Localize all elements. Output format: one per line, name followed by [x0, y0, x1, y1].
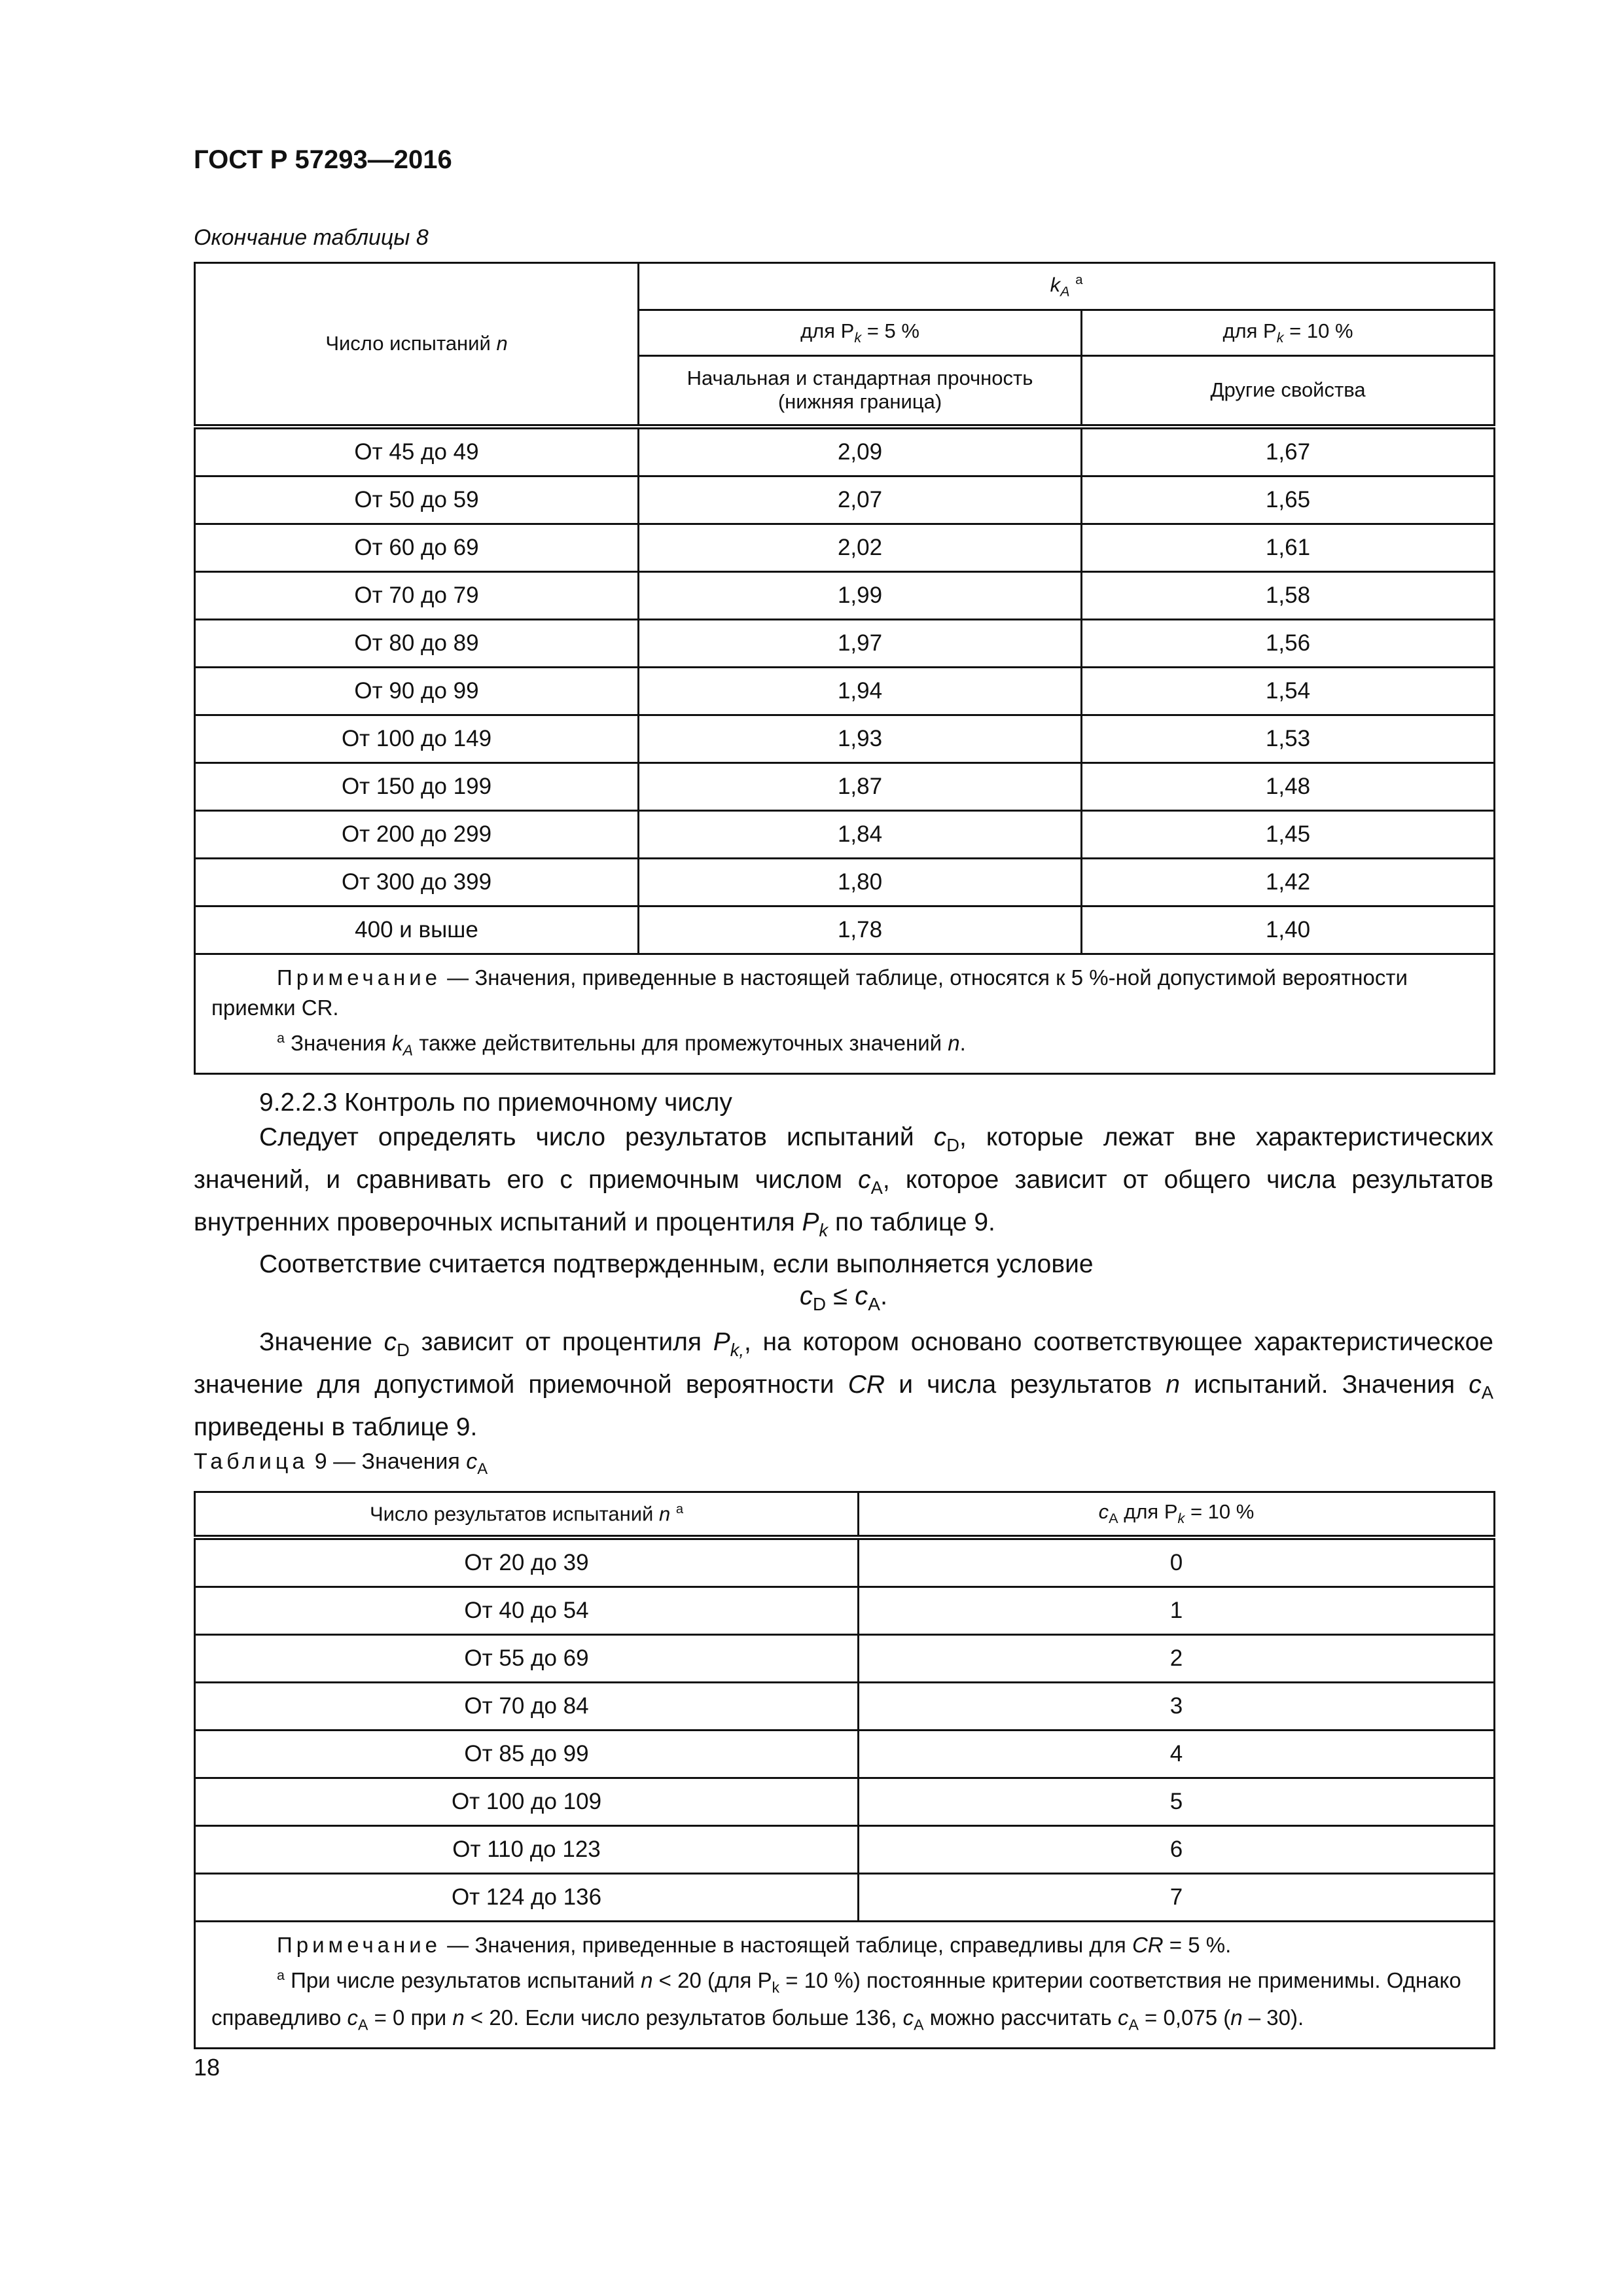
- cell-ca: 2: [859, 1635, 1495, 1683]
- cell-ca: 0: [859, 1537, 1495, 1587]
- paragraph-1: Следует определять число результатов испытаний $c_D$, которые лежат вне характеристических значений, и сравнивать его с приемочным числом $c_A$, которое зависит от общего числа результатов внутренних проверочных испытаний и процентиля $P_k$ по таблице 9.: [194, 1123, 1493, 1240]
- cell-p10: 1,40: [1082, 906, 1495, 954]
- cell-n: От 70 до 79: [195, 571, 639, 619]
- col-subheader-strength: Начальная и стандартная прочность (нижняя граница): [639, 356, 1082, 427]
- cell-ca: 6: [859, 1826, 1495, 1874]
- cell-p10: 1,58: [1082, 571, 1495, 619]
- table-9: [194, 1491, 1495, 2049]
- paragraph-3-block: [194, 1325, 1493, 1444]
- table-row: [195, 906, 1495, 954]
- table8-caption: Окончание таблицы 8: [194, 225, 429, 250]
- table-row: [195, 427, 1495, 476]
- table-row: [195, 715, 1495, 762]
- page-number: 18: [194, 2054, 221, 2081]
- col-subheader-other: Другие свойства: [1082, 356, 1495, 427]
- table-row: [195, 762, 1495, 810]
- table-row: [195, 810, 1495, 858]
- cell-ca: 4: [859, 1731, 1495, 1778]
- cell-p5: 1,93: [639, 715, 1082, 762]
- cell-p5: 1,99: [639, 571, 1082, 619]
- cell-n: От 124 до 136: [195, 1874, 859, 1922]
- table-row: [195, 571, 1495, 619]
- cell-p10: 1,48: [1082, 762, 1495, 810]
- table-row: [195, 1537, 1495, 1587]
- table-row: [195, 476, 1495, 524]
- table8-note: Примечание — Значения, приведенные в настоящей таблице, относятся к 5 %-ной допустимой вероятности приемки CR. $^a$ Значения $k_A$ также действительны для промежуточных значений n.: [195, 954, 1495, 1074]
- cell-p10: 1,53: [1082, 715, 1495, 762]
- cell-n: От 300 до 399: [195, 858, 639, 906]
- section-heading: 9.2.2.3 Контроль по приемочному числу: [259, 1088, 732, 1117]
- cell-ca: 7: [859, 1874, 1495, 1922]
- cell-ca: 5: [859, 1778, 1495, 1826]
- table-row: [195, 858, 1495, 906]
- col-header-ka: $k_A$ $^a$: [639, 263, 1495, 310]
- paragraph-2: Соответствие считается подтвержденным, если выполняется условие: [259, 1250, 1094, 1279]
- cell-p5: 1,94: [639, 667, 1082, 715]
- table9-note: Примечание — Значения, приведенные в настоящей таблице, справедливы для CR = 5 %. $^a$ При числе результатов испытаний n < 20 (для $P_k = 10$ %) постоянные критерии соответствия не применимы. Однако справедливо $c_A = 0$ при n < 20. Если число результатов больше 136, $c_A$ можно рассчитать $c_A = 0,075$ (n – 30).: [195, 1922, 1495, 2049]
- cell-p5: 1,97: [639, 619, 1082, 667]
- col-header-ca: $c_A$ для $P_k = 10$ %: [859, 1492, 1495, 1538]
- cell-ca: 3: [859, 1683, 1495, 1731]
- table9-caption: Таблица 9 — Значения $c_A$: [194, 1449, 488, 1478]
- cell-n: От 50 до 59: [195, 476, 639, 524]
- table-row: [195, 1635, 1495, 1683]
- col-header-p5: для $P_k = 5$ %: [639, 310, 1082, 356]
- document-id: ГОСТ Р 57293—2016: [194, 145, 452, 174]
- cell-p10: 1,54: [1082, 667, 1495, 715]
- section-text: [194, 1085, 1493, 1282]
- cell-p5: 2,02: [639, 524, 1082, 571]
- cell-p10: 1,45: [1082, 810, 1495, 858]
- table-row: [195, 619, 1495, 667]
- cell-p5: 2,07: [639, 476, 1082, 524]
- cell-p10: 1,65: [1082, 476, 1495, 524]
- cell-n: От 100 до 109: [195, 1778, 859, 1826]
- table-row: [195, 667, 1495, 715]
- cell-n: От 70 до 84: [195, 1683, 859, 1731]
- cell-n: От 200 до 299: [195, 810, 639, 858]
- cell-n: От 100 до 149: [195, 715, 639, 762]
- cell-n: От 20 до 39: [195, 1537, 859, 1587]
- col-header-results: Число результатов испытаний n $^a$: [195, 1492, 859, 1538]
- cell-n: 400 и выше: [195, 906, 639, 954]
- cell-p5: 1,78: [639, 906, 1082, 954]
- paragraph-3: Значение $c_D$ зависит от процентиля $P_{k,}$, на котором основано соответствующее характеристическое значение для допустимой приемочной вероятности CR и числа результатов n испытаний. Значения $c_A$ приведены в таблице 9.: [194, 1328, 1493, 1441]
- table-row: [195, 1587, 1495, 1635]
- table-row: [195, 1826, 1495, 1874]
- cell-n: От 60 до 69: [195, 524, 639, 571]
- cell-n: От 150 до 199: [195, 762, 639, 810]
- cell-p10: 1,67: [1082, 427, 1495, 476]
- formula: $c_D \le c_A$.: [799, 1282, 888, 1314]
- cell-n: От 85 до 99: [195, 1731, 859, 1778]
- col-header-p10: для $P_k = 10$ %: [1082, 310, 1495, 356]
- table-row: [195, 1731, 1495, 1778]
- cell-n: От 55 до 69: [195, 1635, 859, 1683]
- cell-p5: 2,09: [639, 427, 1082, 476]
- cell-p10: 1,56: [1082, 619, 1495, 667]
- cell-n: От 45 до 49: [195, 427, 639, 476]
- cell-p10: 1,61: [1082, 524, 1495, 571]
- table-row: [195, 1778, 1495, 1826]
- table-8: [194, 262, 1495, 1075]
- cell-ca: 1: [859, 1587, 1495, 1635]
- cell-n: От 80 до 89: [195, 619, 639, 667]
- table-row: [195, 1683, 1495, 1731]
- cell-p5: 1,87: [639, 762, 1082, 810]
- cell-n: От 90 до 99: [195, 667, 639, 715]
- table-row: [195, 1874, 1495, 1922]
- cell-p5: 1,84: [639, 810, 1082, 858]
- table-row: [195, 524, 1495, 571]
- cell-p10: 1,42: [1082, 858, 1495, 906]
- cell-n: От 110 до 123: [195, 1826, 859, 1874]
- cell-n: От 40 до 54: [195, 1587, 859, 1635]
- cell-p5: 1,80: [639, 858, 1082, 906]
- col-header-trials: Число испытаний n: [195, 263, 639, 427]
